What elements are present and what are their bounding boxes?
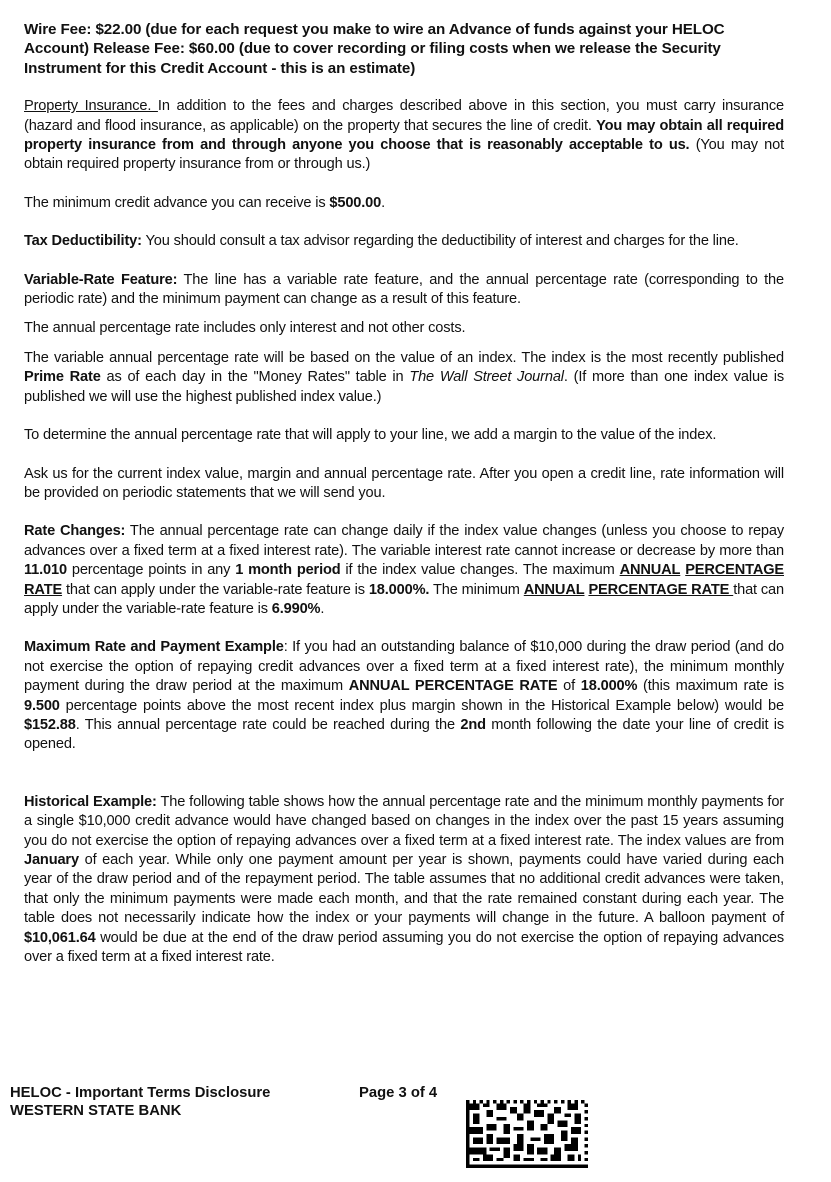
tax-deductibility-heading: Tax Deductibility: bbox=[24, 233, 142, 250]
min-rate-value: 6.990% bbox=[271, 600, 321, 617]
footer-document-title: HELOC - Important Terms Disclosure bbox=[10, 1085, 271, 1101]
minimum-advance-paragraph: The minimum credit advance you can receive is $500.00. bbox=[24, 194, 385, 211]
margin-paragraph: To determine the annual percentage rate that will apply to your line, we add a margin to the value of the index. bbox=[24, 427, 717, 444]
max-rate-example-heading: Maximum Rate and Payment Example bbox=[24, 639, 284, 656]
ask-us-paragraph: Ask us for the current index value, margin and annual percentage rate. After you open a credit line, rate information will be provided on periodic statements that we will send you. bbox=[24, 465, 784, 501]
max-rate-value: 18.000%. bbox=[368, 581, 430, 598]
datamatrix-barcode-icon bbox=[466, 1100, 588, 1168]
variable-rate-heading: Variable-Rate Feature: bbox=[24, 271, 178, 288]
minimum-advance-amount: $500.00 bbox=[329, 194, 382, 211]
apr-includes-paragraph: The annual percentage rate includes only interest and not other costs. bbox=[24, 320, 466, 337]
balloon-payment-value: $10,061.64 bbox=[24, 929, 96, 946]
historical-example-heading: Historical Example: bbox=[24, 793, 157, 810]
fees-paragraph: Wire Fee: $22.00 (due for each request you make to wire an Advance of funds against your HELOC Account) Release Fee: $60.00 (due to cover recording or filing costs when we release the Security Instrument for this Credit Account - this is an estimate) bbox=[24, 21, 725, 77]
property-insurance-heading: Property Insurance. bbox=[24, 98, 158, 115]
footer-bank-name: WESTERN STATE BANK bbox=[10, 1103, 182, 1119]
tax-deductibility-paragraph: Tax Deductibility: You should consult a tax advisor regarding the deductibility of interest and charges for the line. bbox=[24, 233, 739, 250]
page-number: Page 3 of 4 bbox=[359, 1085, 438, 1101]
rate-changes-paragraph: Rate Changes: The annual percentage rate can change daily if the index value changes (unless you choose to repay advances over a fixed term at a fixed interest rate). The variable interest rate cannot increase or decrease by more than 11.010 percentage points in any 1 month period if the index value changes. The maximum ANNUAL PERCENTAGE RATE that can apply under the variable-rate feature is 18.000%. The minimum ANNUAL PERCENTAGE RATE that can apply under the variable-rate feature is 6.990%. bbox=[24, 523, 784, 617]
max-payment-value: $152.88 bbox=[24, 716, 76, 733]
document-page bbox=[24, 20, 784, 967]
prime-rate-label: Prime Rate bbox=[24, 369, 101, 386]
max-rate-example-paragraph: Maximum Rate and Payment Example: If you had an outstanding balance of $10,000 during the draw period (and do not exercise the option of repaying credit advances over a fixed term at a fixed interest rate), the minimum monthly payment during the draw period at the maximum ANNUAL PERCENTAGE RATE of 18.000% (this maximum rate is 9.500 percentage points above the most recent index plus margin shown in the Historical Example below) would be $152.88. This annual percentage rate could be reached during the 2nd month following the date your line of credit is opened. bbox=[24, 639, 785, 753]
index-paragraph: The variable annual percentage rate will be based on the value of an index. The index is the most recently published Prime Rate as of each day in the "Money Rates" table in The Wall Street Journal. (If more than one index value is published we will use the highest published index value.) bbox=[24, 349, 785, 405]
variable-rate-feature-paragraph: Variable-Rate Feature: The line has a variable rate feature, and the annual percentage rate (corresponding to the periodic rate) and the minimum payment can change as a result of this feature. bbox=[24, 271, 784, 308]
property-insurance-paragraph: Property Insurance. In addition to the fees and charges described above in this section, you must carry insurance (hazard and flood insurance, as applicable) on the property that secures the line of credit. You may obtain all required property insurance from and through anyone you choose that is reasonably acceptable to us. (You may not obtain required property insurance from or through us.) bbox=[24, 98, 784, 173]
historical-example-paragraph: Historical Example: The following table shows how the annual percentage rate and the minimum monthly payments for a single $10,000 credit advance would have changed based on changes in the index over the past 15 years assuming you do not exercise the option of repaying advances over a fixed term at a fixed interest rate. The index values are from January of each year. While only one payment amount per year is shown, payments could have varied during each year of the draw period and of the repayment period. The table assumes that no additional credit advances were taken, that only the minimum payments were made each month, and that the rate remained constant during each year. The table does not necessarily indicate how the index or your payments will change in the future. A balloon payment of $10,061.64 would be due at the end of the draw period assuming you do not exercise the option of repaying advances over a fixed term at a fixed interest rate. bbox=[24, 793, 784, 966]
wsj-title: The Wall Street Journal bbox=[409, 369, 564, 386]
rate-changes-heading: Rate Changes: bbox=[24, 523, 126, 540]
